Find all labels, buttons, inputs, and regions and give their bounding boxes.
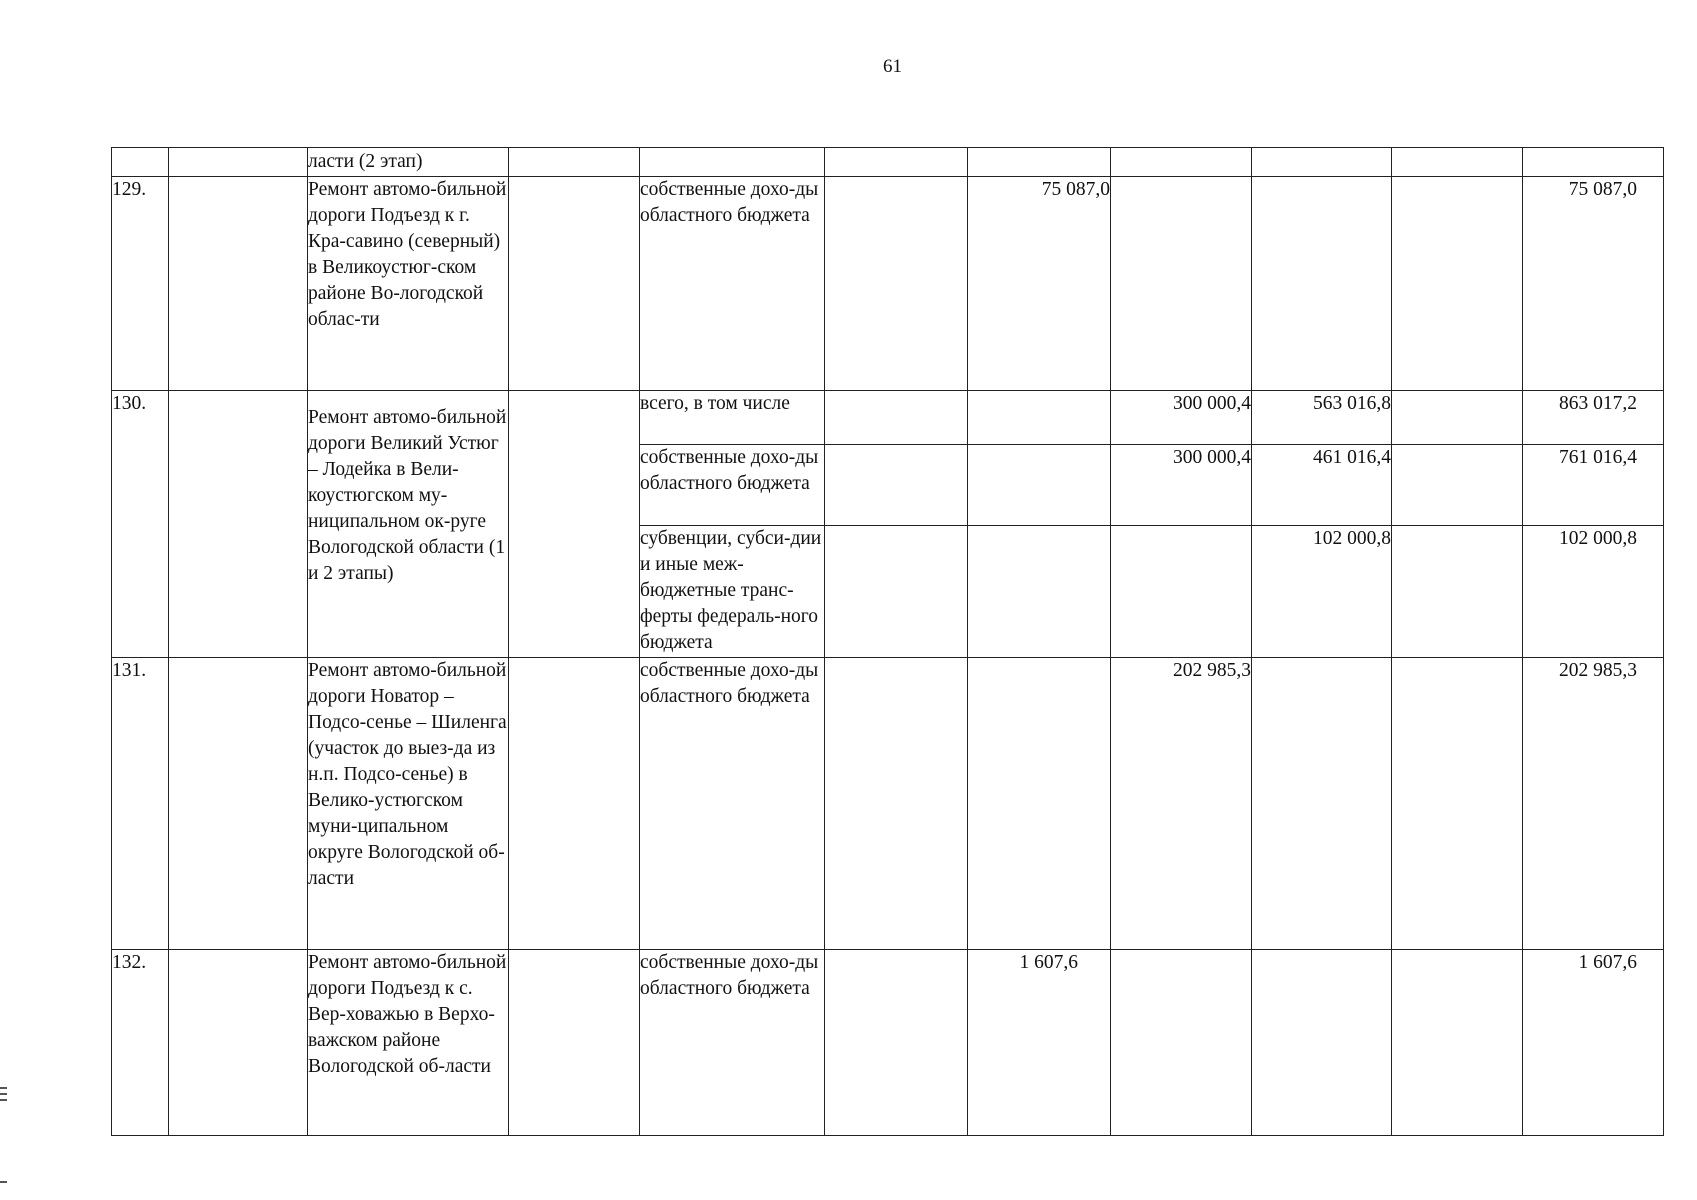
value-cell xyxy=(1392,177,1523,391)
row-number-cell: 129. xyxy=(112,177,169,391)
object-name-cell: Ремонт автомо-бильной дороги Новатор – Подсо-сенье – Шиленга (участок до выез-да из н.п. Подсо-сенье) в Велико-устюгском муни-ципальном округе Вологодской об-ласти xyxy=(308,658,509,950)
value-cell: 1 607,6 xyxy=(968,950,1111,1136)
value-cell: 75 087,0 xyxy=(1523,177,1664,391)
table-row-129 xyxy=(112,177,1664,391)
object-name-cell: ласти (2 этап) xyxy=(308,148,509,177)
margin-mark xyxy=(0,1181,7,1183)
value-cell: 75 087,0 xyxy=(968,177,1111,391)
value-cell xyxy=(1252,177,1392,391)
row-number-cell: 130. xyxy=(112,391,169,658)
margin-mark xyxy=(0,1099,7,1101)
value-cell: 863 017,2 xyxy=(1523,391,1664,445)
value-cell: 300 000,4 xyxy=(1111,445,1252,526)
table-row-continuation xyxy=(112,148,1664,177)
value-cell xyxy=(1111,177,1252,391)
table-row-130 xyxy=(112,391,1664,445)
value-cell: 563 016,8 xyxy=(1252,391,1392,445)
value-cell xyxy=(968,526,1111,658)
value-cell xyxy=(968,658,1111,950)
table-row-131 xyxy=(112,658,1664,950)
value-cell xyxy=(1252,950,1392,1136)
object-name-cell: Ремонт автомо-бильной дороги Великий Устюг – Лодейка в Вели-коустюгском му-ниципальном ок-руге Вологодской области (1 и 2 этапы) xyxy=(308,391,509,658)
page-number: 61 xyxy=(883,56,902,77)
value-cell: 461 016,4 xyxy=(1252,445,1392,526)
margin-mark xyxy=(0,1093,7,1095)
object-name-cell: Ремонт автомо-бильной дороги Подъезд к с. Вер-ховажью в Верхо-важском районе Вологодской об-ласти xyxy=(308,950,509,1136)
value-cell: 1 607,6 xyxy=(1523,950,1664,1136)
funding-source-cell: собственные дохо-ды областного бюджета xyxy=(640,445,825,526)
value-cell xyxy=(968,445,1111,526)
value-cell: 102 000,8 xyxy=(1252,526,1392,658)
funding-source-cell: собственные дохо-ды областного бюджета xyxy=(640,658,825,950)
funding-source-cell: субвенции, субси-дии и иные меж-бюджетные транс-ферты федераль-ного бюджета xyxy=(640,526,825,658)
budget-table xyxy=(111,147,1664,1136)
value-cell xyxy=(1392,950,1523,1136)
row-number-cell: 132. xyxy=(112,950,169,1136)
funding-source-cell: всего, в том числе xyxy=(640,391,825,445)
value-cell: 102 000,8 xyxy=(1523,526,1664,658)
value-cell: 202 985,3 xyxy=(1523,658,1664,950)
value-cell xyxy=(1111,526,1252,658)
funding-source-cell: собственные дохо-ды областного бюджета xyxy=(640,950,825,1136)
value-cell: 202 985,3 xyxy=(1111,658,1252,950)
value-cell xyxy=(1392,658,1523,950)
funding-source-cell: собственные дохо-ды областного бюджета xyxy=(640,177,825,391)
object-name-cell: Ремонт автомо-бильной дороги Подъезд к г. Кра-савино (северный) в Великоустюг-ском районе Во-логодской облас-ти xyxy=(308,177,509,391)
value-cell xyxy=(968,391,1111,445)
value-cell: 761 016,4 xyxy=(1523,445,1664,526)
value-cell xyxy=(1392,391,1523,445)
margin-mark xyxy=(0,1087,7,1089)
value-cell xyxy=(1392,445,1523,526)
table-row-132 xyxy=(112,950,1664,1136)
value-cell xyxy=(1392,526,1523,658)
value-cell: 300 000,4 xyxy=(1111,391,1252,445)
row-number-cell xyxy=(112,148,169,177)
row-number-cell: 131. xyxy=(112,658,169,950)
value-cell xyxy=(1252,658,1392,950)
value-cell xyxy=(1111,950,1252,1136)
